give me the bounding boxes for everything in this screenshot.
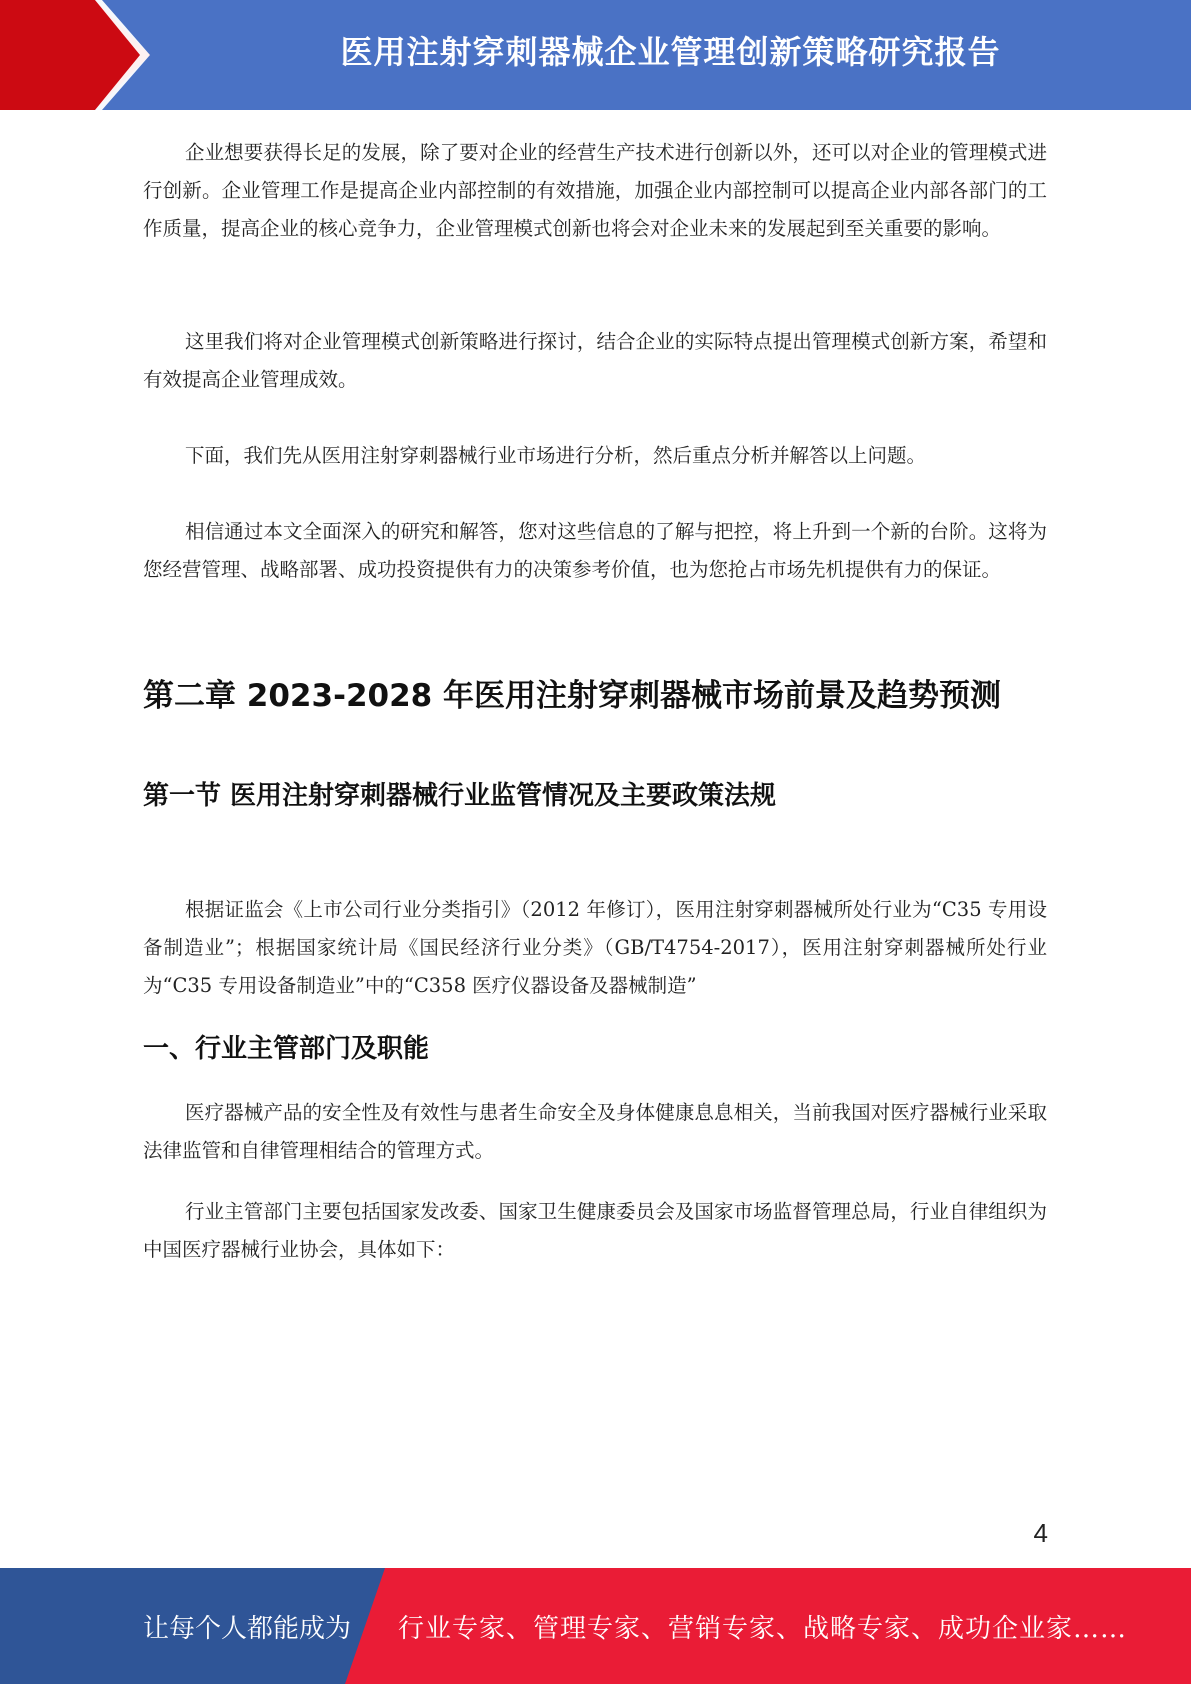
- footer-banner: [0, 1568, 1191, 1684]
- departments-paragraph: 行业主管部门主要包括国家发改委、国家卫生健康委员会及国家市场监督管理总局，行业自律组织为中国医疗器械行业协会，具体如下：: [143, 1200, 1047, 1261]
- chapter-title: 第二章 2023-2028 年医用注射穿刺器械市场前景及趋势预测: [143, 678, 1002, 714]
- header-banner: [0, 0, 1191, 110]
- red-chevron-decoration: [0, 0, 150, 110]
- section-title: 第一节 医用注射穿刺器械行业监管情况及主要政策法规: [143, 781, 777, 811]
- classification-paragraph: 根据证监会《上市公司行业分类指引》（2012 年修订），医用注射穿刺器械所处行业为“C35 专用设备制造业”；根据国家统计局《国民经济行业分类》（GB/T4754-2017），医用注射穿刺器械所处行业为“C35 专用设备制造业”中的“C358 医疗仪器设备及器械制造”: [143, 898, 1047, 997]
- report-title: 医用注射穿刺器械企业管理创新策略研究报告: [340, 33, 1001, 71]
- intro-paragraph-1: 企业想要获得长足的发展，除了要对企业的经营生产技术进行创新以外，还可以对企业的管理模式进行创新。企业管理工作是提高企业内部控制的有效措施，加强企业内部控制可以提高企业内部各部门的工作质量，提高企业的核心竞争力，企业管理模式创新也将会对企业未来的发展起到至关重要的影响。: [143, 141, 1047, 240]
- page-number: 4: [1033, 1518, 1048, 1548]
- regulation-paragraph: 医疗器械产品的安全性及有效性与患者生命安全及身体健康息息相关，当前我国对医疗器械行业采取法律监管和自律管理相结合的管理方式。: [143, 1101, 1047, 1162]
- subsection-title: 一、行业主管部门及职能: [143, 1034, 430, 1064]
- footer-slogan-left: 让每个人都能成为: [143, 1613, 352, 1644]
- intro-paragraph-2: 这里我们将对企业管理模式创新策略进行探讨，结合企业的实际特点提出管理模式创新方案，希望和有效提高企业管理成效。: [143, 330, 1047, 391]
- intro-paragraph-4: 相信通过本文全面深入的研究和解答，您对这些信息的了解与把控，将上升到一个新的台阶。这将为您经营管理、战略部署、成功投资提供有力的决策参考价值，也为您抢占市场先机提供有力的保证。: [143, 520, 1047, 581]
- footer-slogan-right: 行业专家、管理专家、营销专家、战略专家、成功企业家……: [398, 1613, 1128, 1644]
- intro-paragraph-3: 下面，我们先从医用注射穿刺器械行业市场进行分析，然后重点分析并解答以上问题。: [185, 444, 927, 467]
